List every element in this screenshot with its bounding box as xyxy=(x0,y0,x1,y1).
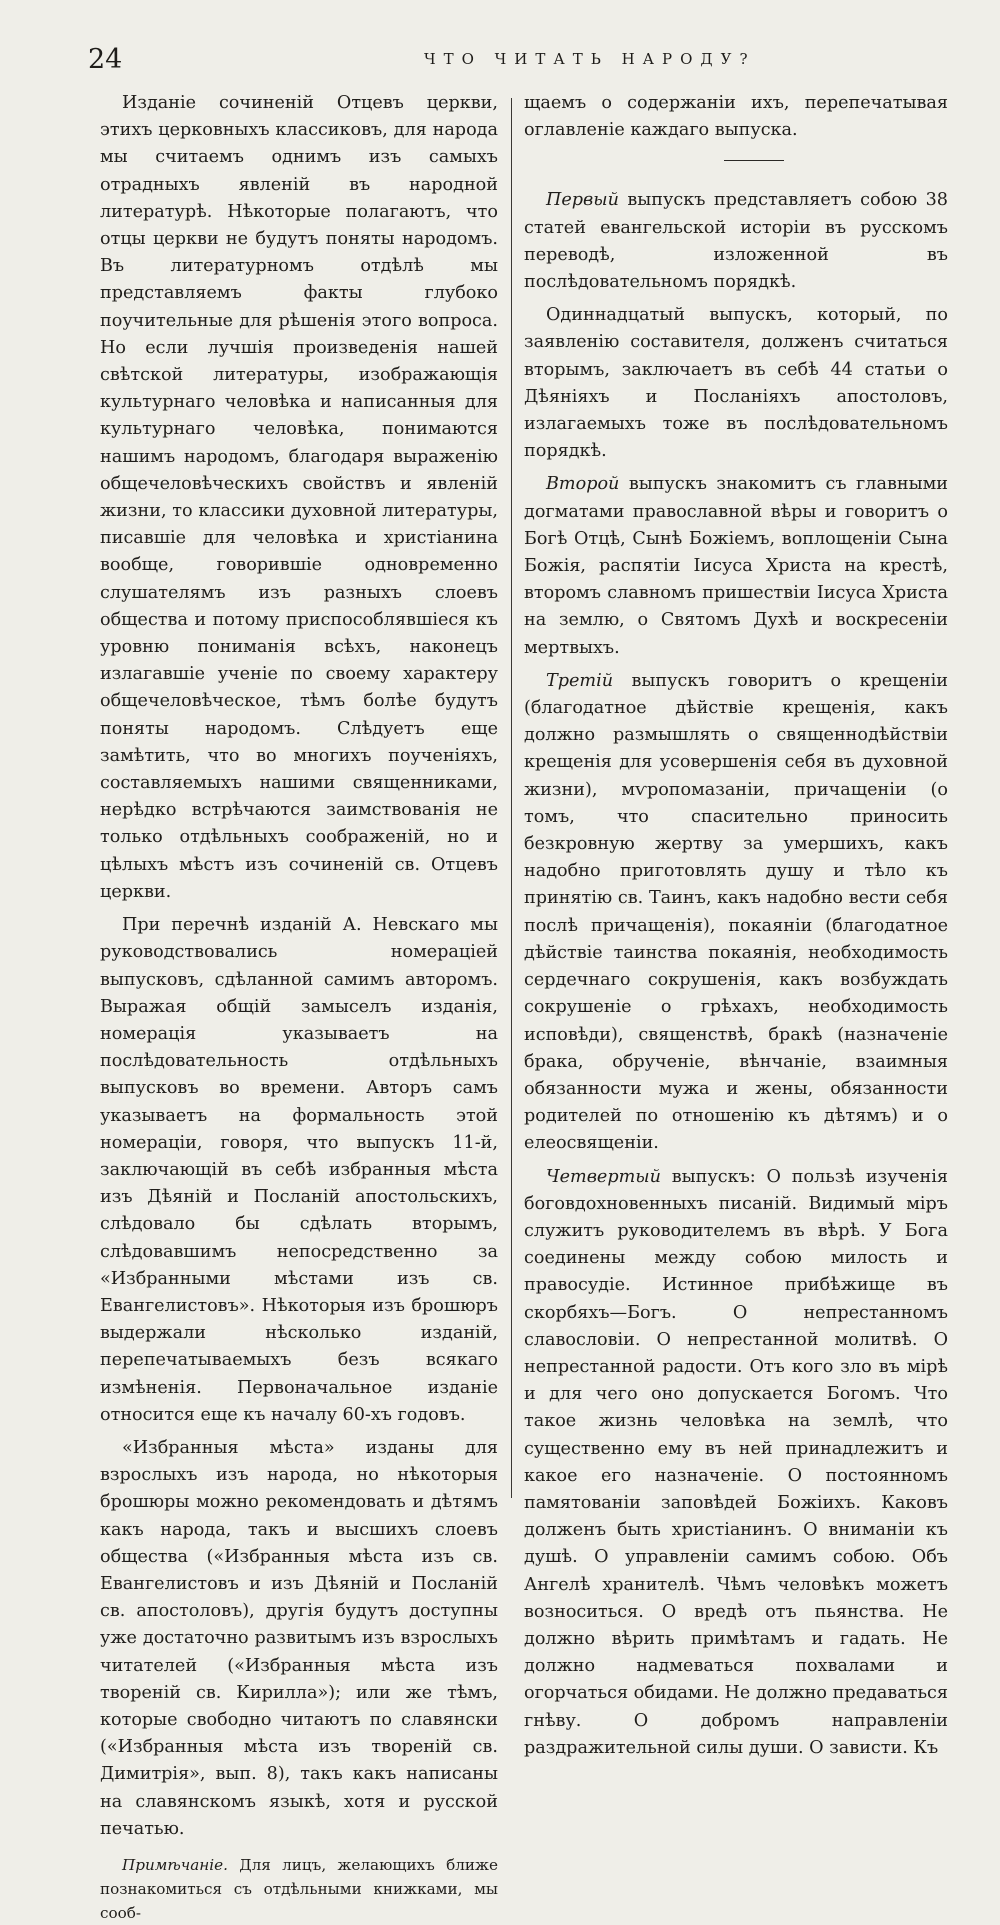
paragraph: щаемъ о содержаніи ихъ, перепечатывая оглавленіе каждаго выпуска. xyxy=(524,93,948,141)
left-column xyxy=(100,90,498,1925)
paragraph-text: выпускъ: О пользѣ изученія боговдохновенныхъ писаній. Видимый міръ служитъ руководителемъ въ вѣрѣ. У Бога соединены между собою милость и правосудіе. Истинное прибѣжище въ скорбяхъ—Богъ. О непрестанномъ славословіи. О непрестанной молитвѣ. О непрестанной радости. Отъ кого зло въ мірѣ и для чего оно допускается Богомъ. Что такое жизнь человѣка на землѣ, что существенно ему въ ней принадлежитъ и какое его назначеніе. О постоянномъ памятованіи заповѣдей Божіихъ. Каковъ долженъ быть христіанинъ. О вниманіи къ душѣ. О управленіи самимъ собою. Объ Ангелѣ хранителѣ. Чѣмъ человѣкъ можетъ возноситься. О вредѣ отъ пьянства. Не должно вѣрить примѣтамъ и гадать. Не должно надмеваться похвалами и огорчаться обидами. Не должно предаваться гнѣву. О добромъ направленіи раздражительной силы души. О зависти. Къ xyxy=(524,1166,948,1758)
footnote-label: Примѣчаніе. xyxy=(122,1856,228,1874)
paragraph-text: выпускъ знакомитъ съ главными догматами православной вѣры и говоритъ о Богѣ Отцѣ, Сынѣ Божіемъ, воплощеніи Сына Божія, распятіи Іисуса Христа на крестѣ, второмъ славномъ пришествіи Іисуса Христа на землю, о Святомъ Духѣ и воскресеніи мертвыхъ. xyxy=(524,474,948,658)
page-number: 24 xyxy=(88,44,123,75)
paragraph: Изданіе сочиненій Отцевъ церкви, этихъ церковныхъ классиковъ, для народа мы считаемъ однимъ изъ самыхъ отрадныхъ явленій въ народной литературѣ. Нѣкоторые полагаютъ, что отцы церкви не будутъ поняты народомъ. Въ литературномъ отдѣлѣ мы представляемъ факты глубоко поучительные для рѣшенія этого вопроса. Но если лучшія произведенія нашей свѣтской литературы, изображающія культурнаго человѣка и написанныя для культурнаго человѣка, понимаются нашимъ народомъ, благодаря выраженію общечеловѣческихъ свойствъ и явленій жизни, то классики духовной литературы, писавшіе для человѣка и христіанина вообще, говорившіе одновременно слушателямъ изъ разныхъ слоевъ общества и потому приспособлявшіеся къ уровню пониманія всѣхъ, наконецъ излагавшіе ученіе по своему характеру общечеловѣческое, тѣмъ болѣе будутъ поняты народомъ. Слѣдуетъ еще замѣтить, что во многихъ поученіяхъ, составляемыхъ нашими священниками, нерѣдко встрѣчаются заимствованія не только отдѣльныхъ соображеній, но и цѣлыхъ мѣстъ изъ сочиненій св. Отцевъ церкви. xyxy=(100,93,498,902)
footnote-text: Для лицъ, желающихъ ближе познакомиться съ отдѣльными книжками, мы сооб- xyxy=(100,1856,498,1922)
paragraph xyxy=(524,471,948,661)
issue-label: Третій xyxy=(546,670,614,691)
section-rule xyxy=(724,160,784,161)
issue-label: Второй xyxy=(546,474,620,495)
footnote xyxy=(100,1853,498,1925)
issue-label: Первый xyxy=(546,190,619,211)
paragraph xyxy=(524,1164,948,1762)
paragraph: При перечнѣ изданій А. Невскаго мы руководствовались номераціей выпусковъ, сдѣланной самимъ авторомъ. Выражая общій замыселъ изданія, номерація указываетъ на послѣдовательность отдѣльныхъ выпусковъ во времени. Авторъ самъ указываетъ на формальность этой номераціи, говоря, что выпускъ 11-й, заключающій въ себѣ избранныя мѣста изъ Дѣяній и Посланій апостольскихъ, слѣдовало бы сдѣлать вторымъ, слѣдовавшимъ непосредственно за «Избранными мѣстами изъ св. Евангелистовъ». Нѣкоторыя изъ брошюръ выдержали нѣсколько изданій, перепечатываемыхъ безъ всякаго измѣненія. Первоначальное изданіе относится еще къ началу 60-хъ годовъ. xyxy=(100,915,498,1425)
paragraph: «Избранныя мѣста» изданы для взрослыхъ изъ народа, но нѣкоторыя брошюры можно рекомендовать и дѣтямъ какъ народа, такъ и высшихъ слоевъ общества («Избранныя мѣста изъ св. Евангелистовъ и изъ Дѣяній и Посланій св. апостоловъ), другія будутъ доступны уже достаточно развитымъ изъ взрослыхъ читателей («Избранныя мѣста изъ твореній св. Кирилла»); или же тѣмъ, которые свободно читаютъ по славянски («Избранныя мѣста изъ твореній св. Димитрія», вып. 8), такъ какъ написаны на славянскомъ языкѣ, хотя и русской печатью. xyxy=(100,1437,498,1839)
paragraph xyxy=(524,668,948,1158)
paragraph xyxy=(524,187,948,296)
running-title: ЧТО ЧИТАТЬ НАРОДУ? xyxy=(424,50,756,68)
right-column xyxy=(524,90,948,1762)
paragraph-text: выпускъ представляетъ собою 38 статей евангельской исторіи въ русскомъ переводѣ, изложенной въ послѣдовательномъ порядкѣ. xyxy=(524,190,948,293)
column-divider xyxy=(511,98,512,1498)
paragraph-text: выпускъ говоритъ о крещеніи (благодатное дѣйствіе крещенія, какъ должно размышлять о священнодѣйствіи крещенія для усовершенія себя въ духовной жизни), мѵропомазаніи, причащеніи (о томъ, что спасительно приносить безкровную жертву за умершихъ, какъ надобно приготовлять душу и тѣло къ принятію св. Таинъ, какъ надобно вести себя послѣ причащенія), покаяніи (благодатное дѣйствіе таинства покаянія, необходимость сердечнаго сокрушенія, какъ возбуждать сокрушеніе о грѣхахъ, необходимость исповѣди), священствѣ, бракѣ (назначеніе брака, обрученіе, вѣнчаніе, взаимныя обязанности мужа и жены, обязанности родителей по отношенію къ дѣтямъ) и о елеосвященіи. xyxy=(524,670,948,1154)
issue-label: Четвертый xyxy=(546,1166,661,1187)
page-header xyxy=(84,40,964,80)
paragraph: Одиннадцатый выпускъ, который, по заявленію составителя, долженъ считаться вторымъ, заключаетъ въ себѣ 44 статьи о Дѣяніяхъ и Посланіяхъ апостоловъ, излагаемыхъ тоже въ послѣдовательномъ порядкѣ. xyxy=(524,305,948,462)
